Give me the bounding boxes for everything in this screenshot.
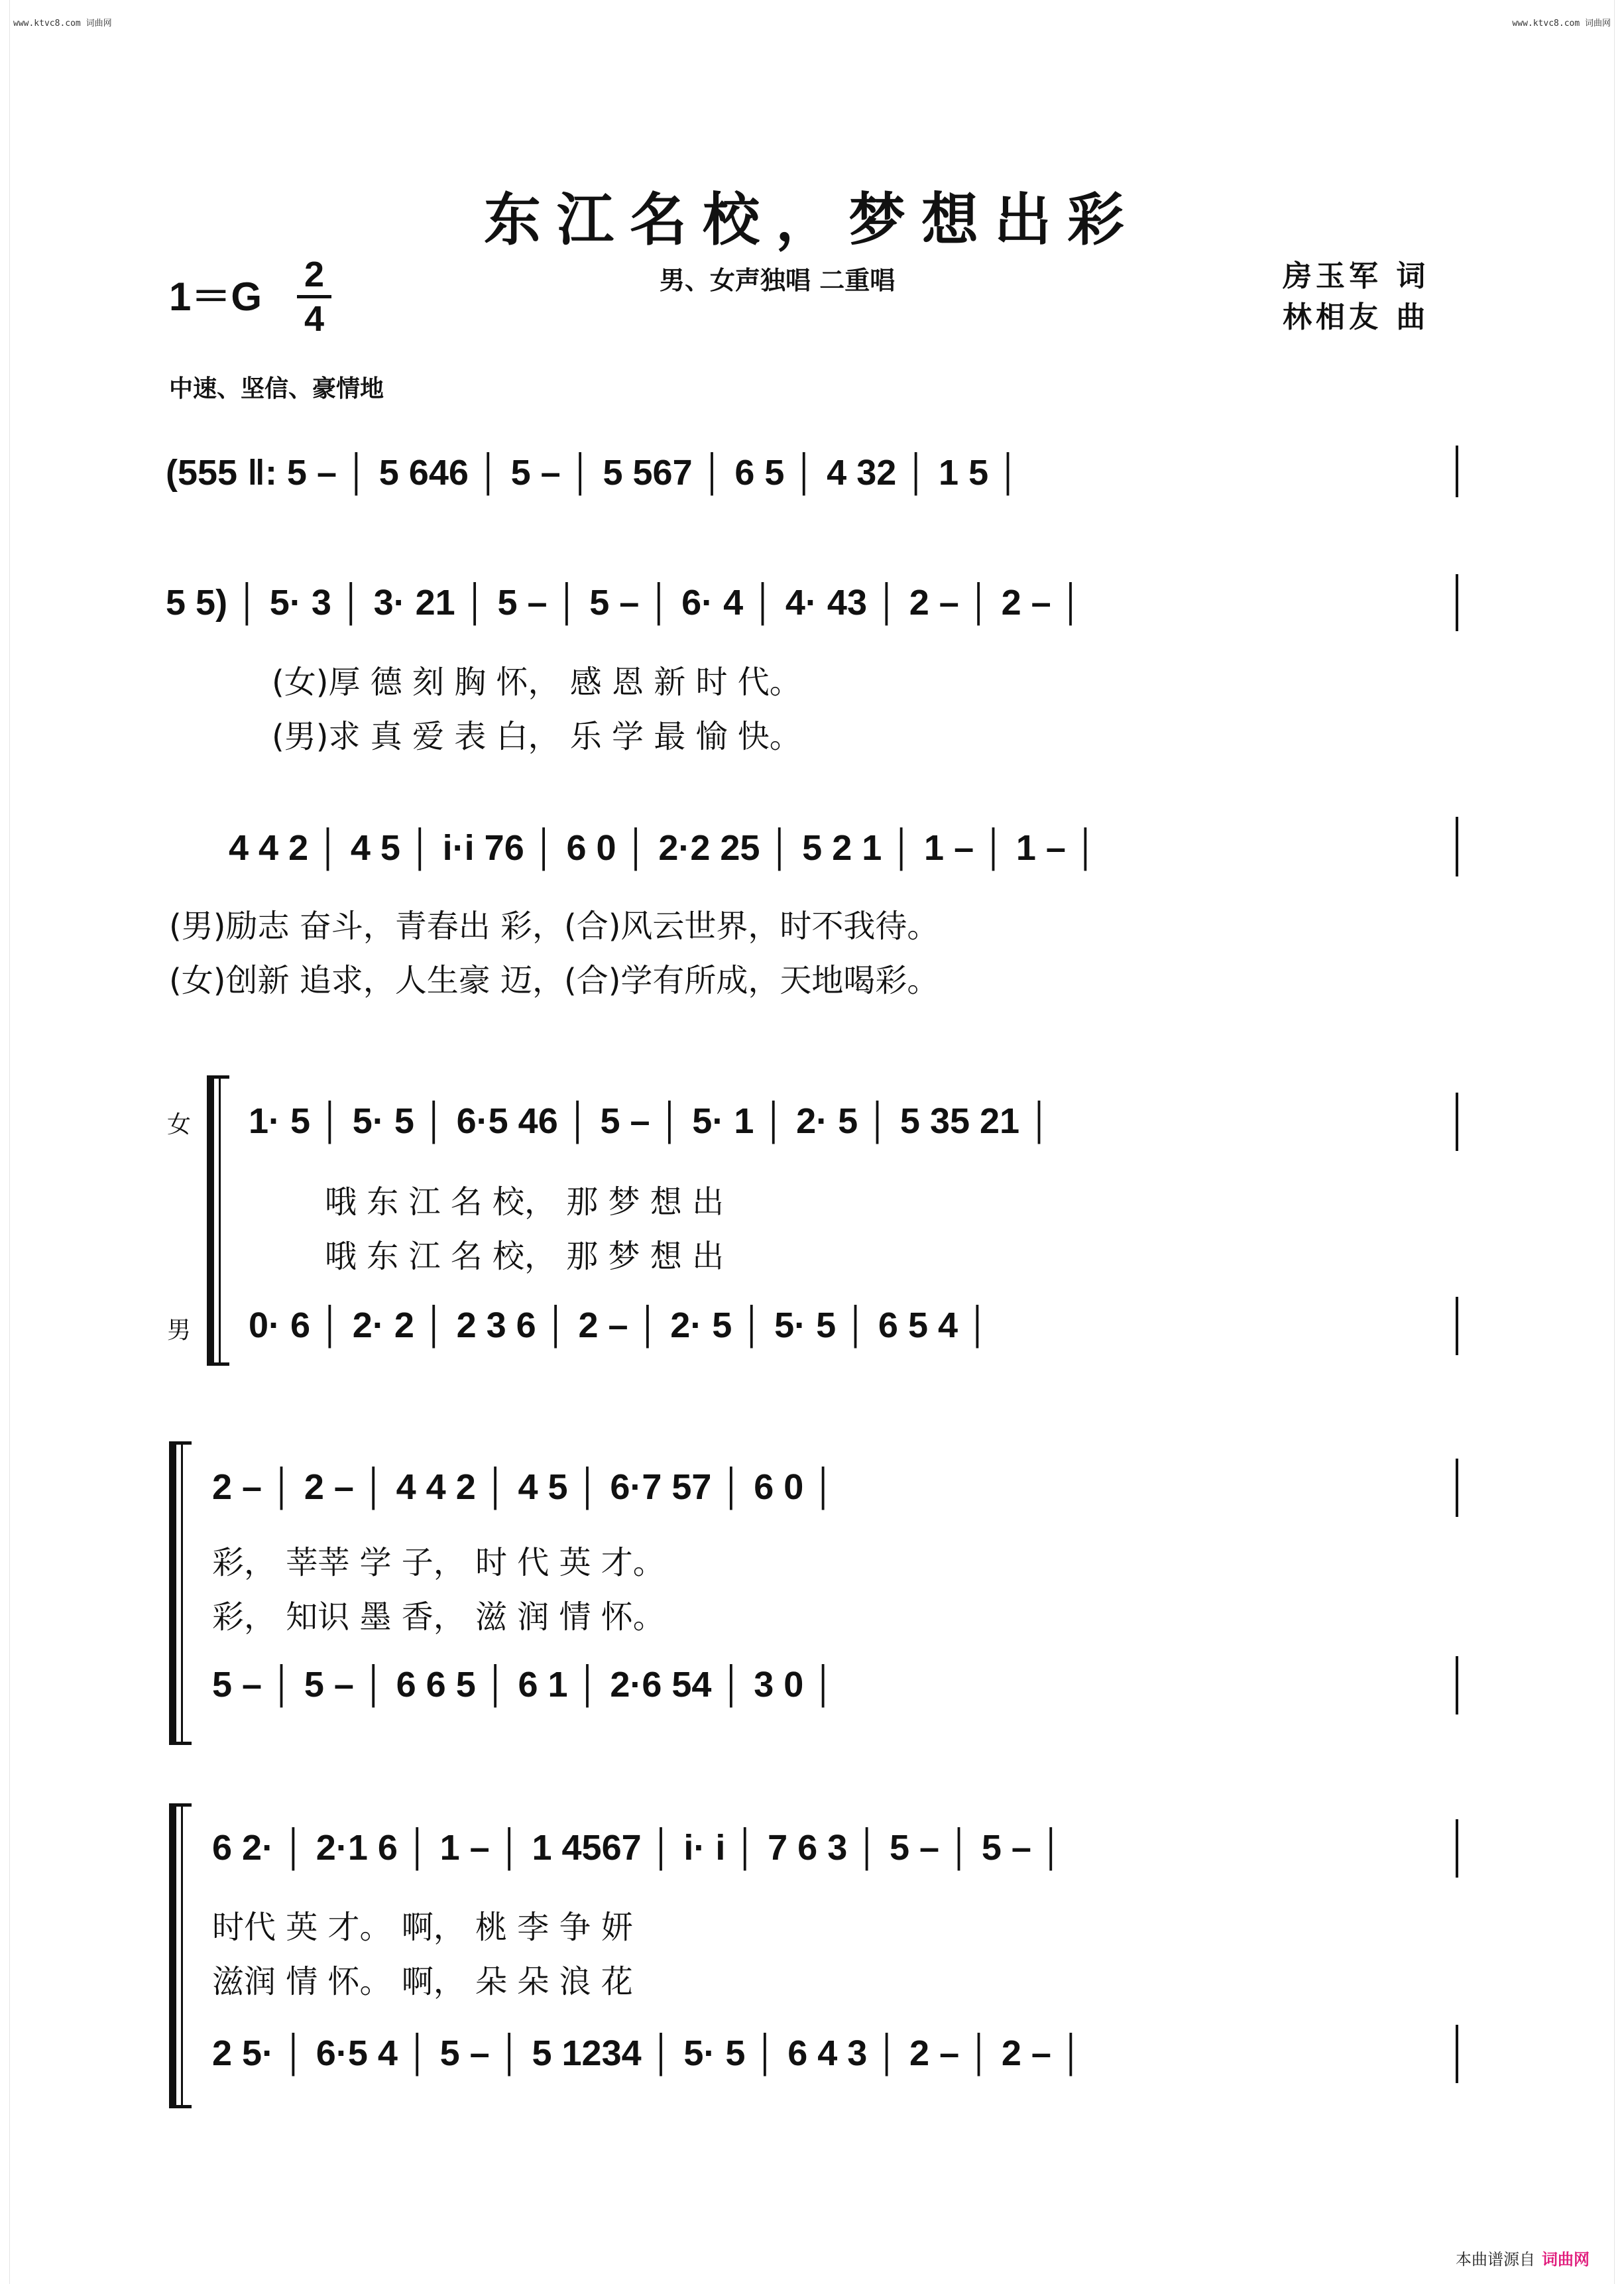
female-part-system-1: 1· 5 │ 5· 5 │ 6·5 46 │ 5 – │ 5· 1 │ 2· 5 │ 5 35 21 │ (249, 1101, 1052, 1141)
system-bracket-line-1 (219, 1075, 221, 1366)
lyric-system-2-verse-1: 彩， 莘莘 学 子， 时 代 英 才。 (212, 1544, 665, 1581)
male-part-system-2: 5 – │ 5 – │ 6 6 5 │ 6 1 │ 2·6 54 │ 3 0 │ (212, 1665, 837, 1705)
barline-end-row-2 (1456, 574, 1458, 631)
system-bracket-line-3 (181, 1803, 183, 2108)
lyric-system-3-verse-2: 滋润 情 怀。 啊， 朵 朵 浪 花 (212, 1963, 633, 2000)
barline-end-row-3 (1456, 817, 1458, 876)
header-right: www.ktvc8.com 词曲网 (1512, 19, 1611, 29)
barline-end-female-2 (1456, 1459, 1458, 1517)
bracket-cap-top-3 (169, 1803, 192, 1807)
bracket-cap-bottom-3 (169, 2105, 192, 2108)
notation-row-1: (555 ‖: 5 – │ 5 646 │ 5 – │ 5 567 │ 6 5 │ 4 32 │ 1 5 │ (166, 453, 1021, 493)
lyric-system-2-verse-2: 彩， 知识 墨 香， 滋 润 情 怀。 (212, 1598, 665, 1636)
lyric-system-1-verse-2: 哦 东 江 名 校， 那 梦 想 出 (325, 1238, 725, 1275)
lyric-row-2-verse-1: (女)厚 德 刻 胸 怀， 感 恩 新 时 代。 (272, 664, 801, 701)
tempo-marking: 中速、坚信、豪情地 (169, 375, 384, 402)
time-signature (297, 255, 331, 338)
time-numerator: 2 (304, 255, 325, 294)
time-bar (297, 295, 331, 298)
footer-source: 本曲谱源自 (1456, 2250, 1535, 2269)
composer-credit: 林相友 曲 (1283, 300, 1430, 334)
song-title: 东江名校，梦想出彩 (484, 186, 1140, 253)
time-denominator: 4 (304, 299, 325, 339)
lyric-system-3-verse-1: 时代 英 才。 啊， 桃 李 争 妍 (212, 1909, 633, 1946)
system-bracket-1 (207, 1075, 214, 1366)
system-bracket-2 (169, 1441, 176, 1745)
lyric-row-2-verse-2: (男)求 真 爱 表 白， 乐 学 最 愉 快。 (272, 718, 801, 755)
footer-brand[interactable]: 词曲网 (1542, 2250, 1590, 2269)
barline-end-male-2 (1456, 1656, 1458, 1714)
bracket-cap-top-2 (169, 1441, 192, 1445)
notation-row-3: 4 4 2 │ 4 5 │ i·i 76 │ 6 0 │ 2·2 25 │ 5 2 1 │ 1 – │ 1 – │ (229, 828, 1098, 868)
system-bracket-line-2 (181, 1441, 183, 1745)
male-part-system-3: 2 5· │ 6·5 4 │ 5 – │ 5 1234 │ 5· 5 │ 6 4 3 │ 2 – │ 2 – │ (212, 2033, 1084, 2073)
barline-end-row-1 (1456, 446, 1458, 497)
header-left: www.ktvc8.com 词曲网 (13, 19, 112, 29)
lyric-row-3-verse-1: (男)励志 奋斗，青春出 彩，(合)风云世界，时不我待。 (169, 908, 939, 945)
left-watermark-strip (0, 0, 10, 2284)
bracket-cap-top-1 (207, 1075, 229, 1079)
female-part-system-2: 2 – │ 2 – │ 4 4 2 │ 4 5 │ 6·7 57 │ 6 0 │ (212, 1467, 837, 1507)
bracket-cap-bottom-1 (207, 1362, 229, 1366)
female-part-system-3: 6 2· │ 2·1 6 │ 1 – │ 1 4567 │ i· i │ 7 6 3 │ 5 – │ 5 – │ (212, 1828, 1064, 1868)
key-signature: 1＝G (169, 274, 262, 319)
performance-note: 男、女声独唱 二重唱 (660, 266, 896, 295)
barline-end-male-1 (1456, 1297, 1458, 1355)
barline-end-female-3 (1456, 1819, 1458, 1878)
system-bracket-3 (169, 1803, 176, 2108)
right-watermark-strip (1614, 0, 1624, 2284)
notation-row-2: 5 5) │ 5· 3 │ 3· 21 │ 5 – │ 5 – │ 6· 4 │ 4· 43 │ 2 – │ 2 – │ (166, 583, 1084, 623)
voice-label-female: 女 (167, 1111, 192, 1138)
lyric-system-1-verse-1: 哦 东 江 名 校， 那 梦 想 出 (325, 1183, 725, 1221)
voice-label-male: 男 (167, 1317, 192, 1344)
bracket-cap-bottom-2 (169, 1742, 192, 1745)
lyricist-credit: 房玉军 词 (1283, 259, 1430, 293)
male-part-system-1: 0· 6 │ 2· 2 │ 2 3 6 │ 2 – │ 2· 5 │ 5· 5 │ 6 5 4 │ (249, 1305, 990, 1345)
lyric-row-3-verse-2: (女)创新 追求，人生豪 迈，(合)学有所成，天地喝彩。 (169, 962, 939, 999)
barline-end-male-3 (1456, 2025, 1458, 2083)
barline-end-female-1 (1456, 1093, 1458, 1151)
